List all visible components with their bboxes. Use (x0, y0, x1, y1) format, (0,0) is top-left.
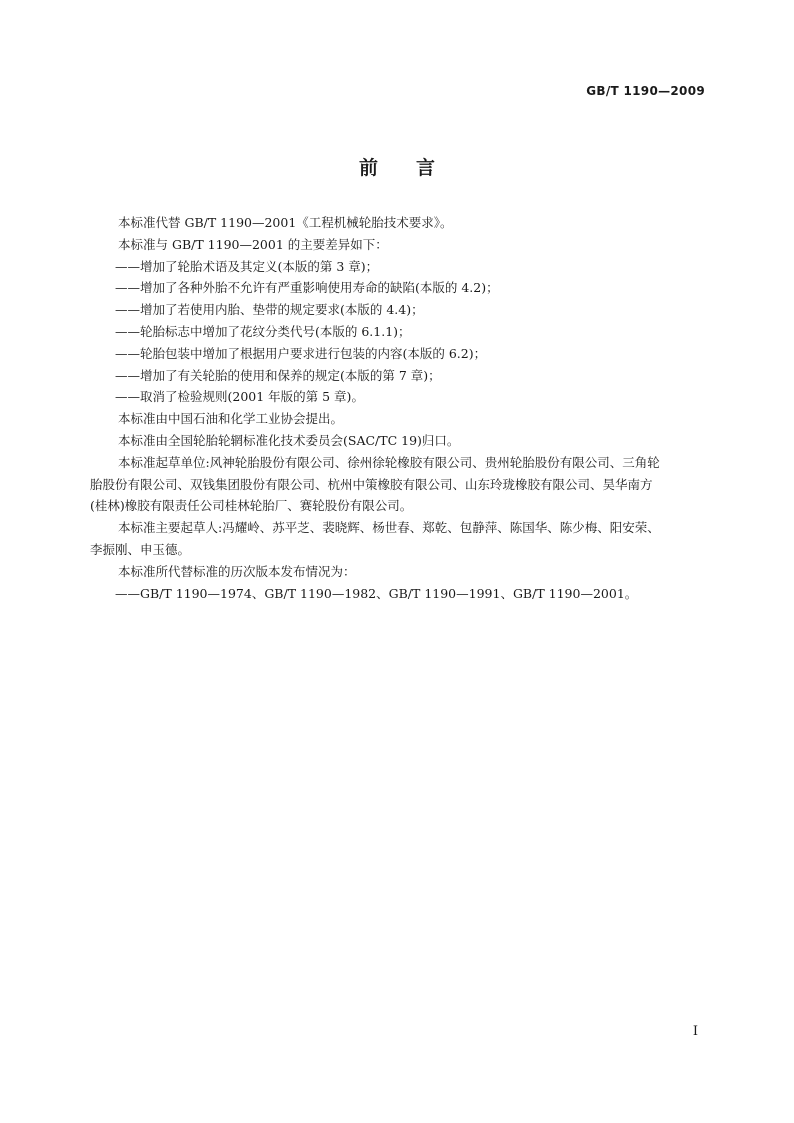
difference-item: ——增加了各种外胎不允许有严重影响使用寿命的缺陷(本版的 4.2)； (115, 280, 499, 296)
drafting-units-line: 本标准起草单位:风神轮胎股份有限公司、徐州徐轮橡胶有限公司、贵州轮胎股份有限公司、三角轮 (118, 454, 660, 470)
difference-item: ——增加了有关轮胎的使用和保养的规定(本版的第 7 章)； (115, 367, 441, 383)
drafting-units-line: 胎股份有限公司、双钱集团股份有限公司、杭州中策橡胶有限公司、山东玲珑橡胶有限公司、昊华南方 (90, 476, 653, 492)
difference-item: ——取消了检验规则(2001 年版的第 5 章)。 (115, 389, 364, 405)
difference-item: ——增加了轮胎术语及其定义(本版的第 3 章)； (115, 258, 379, 274)
page-number: I (692, 1024, 698, 1039)
history-item: ——GB/T 1190—1974、GB/T 1190—1982、GB/T 1190—1991、GB/T 1190—2001。 (115, 585, 638, 601)
foreword-content (90, 212, 704, 604)
drafting-units-line: (桂林)橡胶有限责任公司桂林轮胎厂、赛轮股份有限公司。 (90, 498, 413, 514)
difference-item: ——轮胎包装中增加了根据用户要求进行包装的内容(本版的 6.2)； (115, 345, 487, 361)
replacement-statement: 本标准代替 GB/T 1190—2001《工程机械轮胎技术要求》。 (118, 215, 453, 230)
drafting-units (90, 452, 704, 517)
difference-item: ——增加了若使用内胎、垫带的规定要求(本版的 4.4)； (115, 302, 424, 318)
history-intro: 本标准所代替标准的历次版本发布情况为： (118, 563, 356, 579)
difference-item: ——轮胎标志中增加了花纹分类代号(本版的 6.1.1)； (115, 323, 411, 339)
standard-code-header: GB/T 1190—2009 (586, 84, 705, 98)
differences-intro: 本标准与 GB/T 1190—2001 的主要差异如下： (118, 236, 388, 252)
main-drafters-line: 李振刚、申玉德。 (90, 541, 191, 557)
management-statement: 本标准由全国轮胎轮辋标准化技术委员会(SAC/TC 19)归口。 (118, 432, 460, 448)
proposer-statement: 本标准由中国石油和化学工业协会提出。 (118, 411, 344, 427)
main-drafters-line: 本标准主要起草人:冯耀岭、苏平芝、裴晓辉、杨世春、郑乾、包静萍、陈国华、陈少梅、阳安荣、 (118, 520, 660, 536)
main-drafters (90, 517, 704, 561)
page-title: 前言 (358, 157, 473, 179)
